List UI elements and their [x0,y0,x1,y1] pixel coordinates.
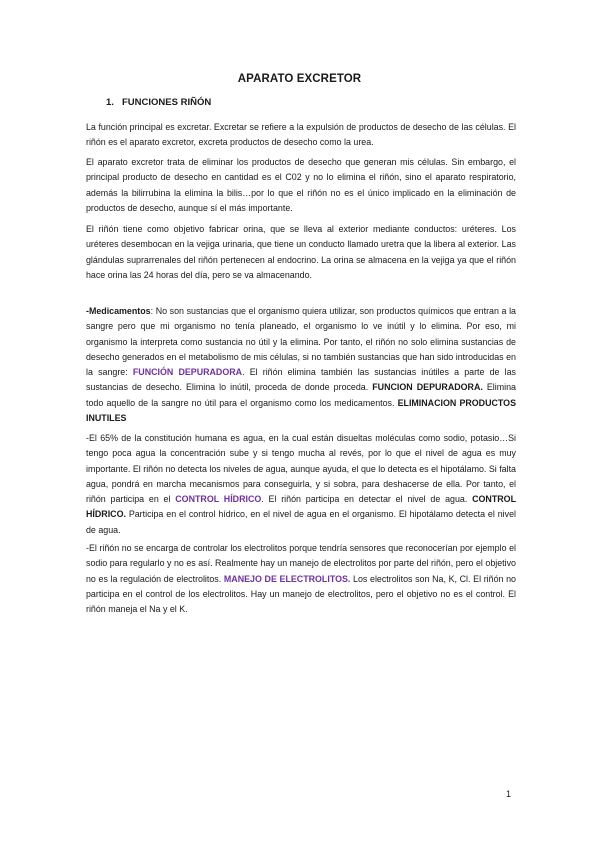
agua-text-1: -El 65% de la constitución humana es agua, en la cual están disueltas moléculas como sodio, potasio…Si tengo poca agua la concentración sube y si tengo mucha al revés, por lo que el nivel de agua es muy importante. El riñón no detecta los niveles de agua, aunque ayuda, el que lo detecta es el hipotálamo. Si falta agua, pondrá en marcha mecanismos para conseguirla, y si sobra, para deshacerse de ella. Por tanto, el riñón participa en el [86,433,516,505]
medicamentos-text-1: : No son sustancias que el organismo quiera utilizar, son productos químicos que entran a la sangre pero que mi organismo no tenía planeado, el organismo lo ve inútil y lo elimina. Por eso, mi organismo la interpreta como sustancia no útil y la elimina. Por tanto, el riñón no solo elimina sustancias de desecho generados en el metabolismo de mis células, si no también sustancias que han sido introducidas en la sangre: [86,306,516,378]
medicamentos-text-3: Elimina todo aquello de la sangre no útil para el organismo como los medicamentos. [86,382,516,408]
agua-text-3: Participa en el control hídrico, en el nivel de agua en el organismo. El hipotálamo detecta el nivel de agua. [86,509,516,535]
funcion-depuradora-bold: FUNCION DEPURADORA. [372,382,483,393]
section-number: 1. [106,97,114,108]
medicamentos-text-2: . El riñón elimina también las sustancias inútiles a parte de las sustancias de desecho. Elimina lo inútil, proceda de donde proceda. [86,367,516,393]
section-title: FUNCIONES RIÑÓN [122,97,212,108]
control-hidrico-highlight: CONTROL HÍDRICO [175,494,262,505]
medicamentos-lead: -Medicamentos [86,306,151,316]
electrolitos-text-2: Los electrolitos son Na, K, Cl. El riñón no participa en el control de los electrolitos. Hay un manejo de electrolitos, pero el objetivo no es el control. El riñón maneja el Na y el K. [86,573,516,615]
electrolitos-text-1: -El riñón no se encarga de controlar los electrolitos porque tendría sensores que reconocerían por ejemplo el sodio para regularlo y no es así. Realmente hay un manejo de electrolitos por parte del riñón, pero el objetivo no es la regulación de electrolitos. [86,543,516,584]
paragraph-1 [86,120,516,151]
eliminacion-productos-bold: ELIMINACION PRODUCTOS INUTILES [86,397,516,424]
paragraph-1-text: La función principal es excretar. Excretar se refiere a la expulsión de productos de desecho de las células. El riñón es el aparato excretor, excreta productos de desecho como la urea. [86,122,516,148]
paragraph-3 [86,222,516,283]
control-hidrico-bold: CONTROL HÍDRICO. [86,494,516,520]
paragraph-electrolitos [86,541,516,617]
document-title: APARATO EXCRETOR [237,73,362,85]
paragraph-3-text: El riñón tiene como objetivo fabricar orina, que se lleva al exterior mediante conductos: uréteres. Los uréteres desembocan en la vejiga urinaria, que tiene un conducto llamado uretra que la libera al exterior. Las glándulas suprarrenales del riñón pertenecen al endocrino. La orina se almacena en la vejiga ya que el riñón hace orina las 24 horas del día, pero se va almacenando. [86,224,516,280]
paragraph-2-text: El aparato excretor trata de eliminar los productos de desecho que generan mis células. Sin embargo, el principal producto de desecho en cantidad es el C02 y no lo elimina el riñón, sino el aparato respiratorio, además la bilirrubina la elimina la bilis…por lo que el riñón no es el único implicado en la eliminación de productos de desecho, aunque sí el más importante. [86,157,516,213]
funcion-depuradora-highlight: FUNCIÓN DEPURADORA [132,367,243,378]
agua-text-2: . El riñón participa en detectar el nivel de agua. [261,494,473,505]
section-heading [106,97,211,108]
paragraph-medicamentos [86,304,516,426]
page-number: 1 [506,789,512,799]
manejo-electrolitos-highlight: MANEJO DE ELECTROLITOS. [223,573,351,584]
paragraph-2 [86,155,516,216]
paragraph-agua [86,431,516,538]
